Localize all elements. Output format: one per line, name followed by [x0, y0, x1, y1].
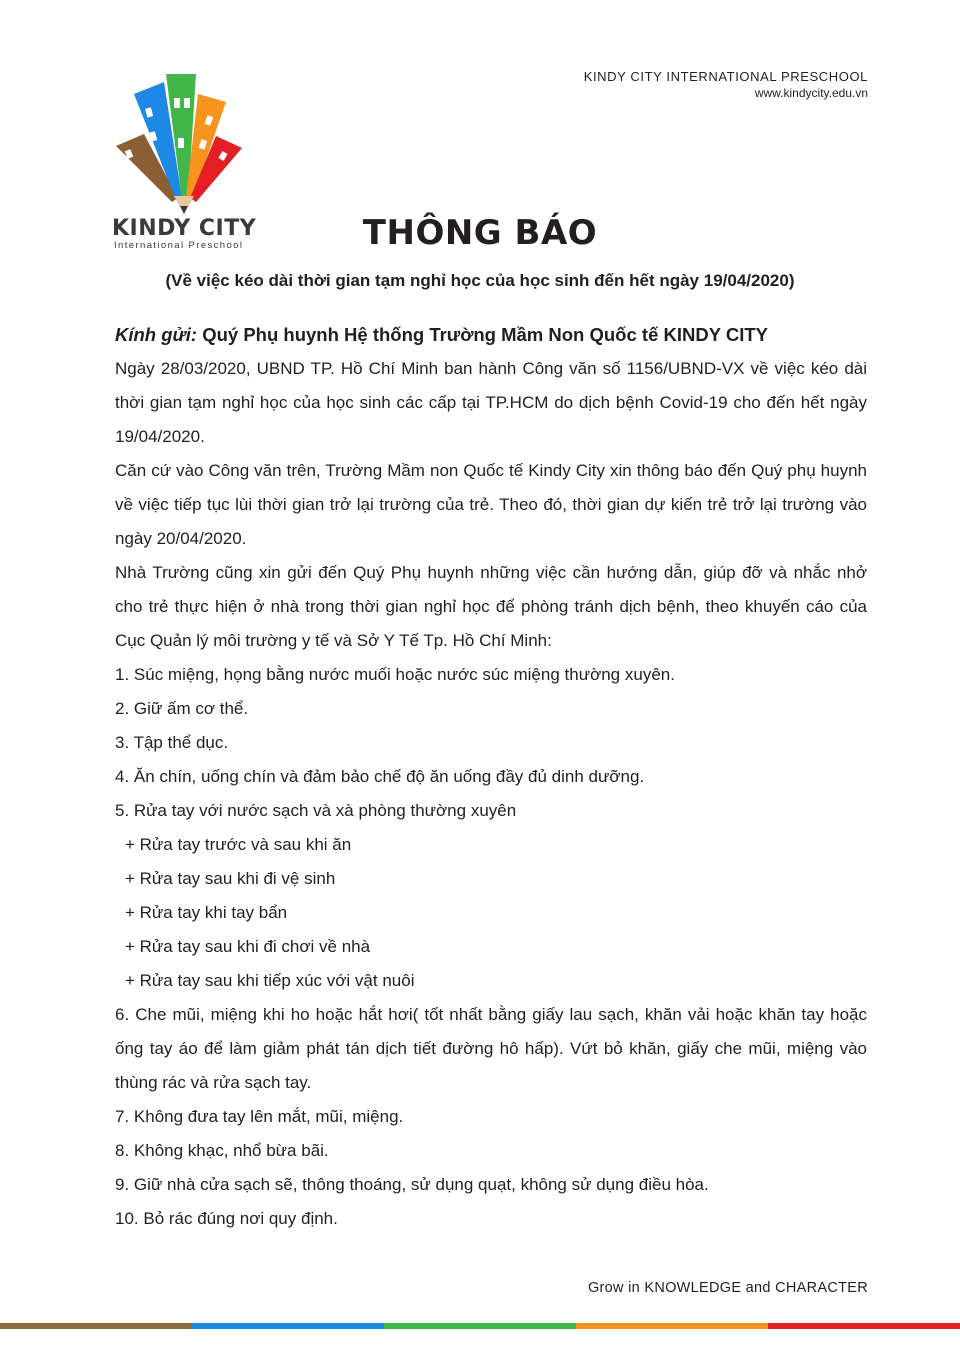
paragraph: Ngày 28/03/2020, UBND TP. Hồ Chí Minh ban hành Công văn số 1156/UBND-VX về việc kéo dài thời gian tạm nghỉ học của học sinh các cấp tại TP.HCM do dịch bệnh Covid-19 cho đến hết ngày 19/04/2020.: [115, 359, 867, 446]
school-website: www.kindycity.edu.vn: [754, 86, 868, 100]
list-item: 9. Giữ nhà cửa sạch sẽ, thông thoáng, sử dụng quạt, không sử dụng điều hòa.: [115, 1175, 709, 1194]
list-item: 10. Bỏ rác đúng nơi quy định.: [115, 1209, 338, 1228]
footer-bar-segment: [384, 1323, 576, 1329]
greeting: [115, 318, 867, 352]
sub-list-item: + Rửa tay sau khi tiếp xúc với vật nuôi: [125, 971, 415, 990]
greeting-lead: Kính gửi:: [115, 324, 198, 345]
sub-list-item: + Rửa tay khi tay bẩn: [125, 903, 288, 922]
school-header: [584, 68, 868, 102]
paragraph: Căn cứ vào Công văn trên, Trường Mầm non Quốc tế Kindy City xin thông báo đến Quý phụ huynh về việc tiếp tục lùi thời gian trở lại trường của trẻ. Theo đó, thời gian dự kiến trẻ trở lại trường vào ngày 20/04/2020.: [115, 461, 867, 548]
logo-pencils-icon: [108, 68, 258, 218]
footer-bar-segment: [192, 1323, 384, 1329]
list-item: 4. Ăn chín, uống chín và đảm bảo chế độ ăn uống đầy đủ dinh dưỡng.: [115, 767, 645, 786]
footer-bar-segment: [0, 1323, 192, 1329]
footer-bar-segment: [768, 1323, 960, 1329]
page-title: THÔNG BÁO: [362, 213, 598, 253]
list-item: 7. Không đưa tay lên mắt, mũi, miệng.: [115, 1107, 404, 1126]
footer-bar-segment: [576, 1323, 768, 1329]
sub-list-item: + Rửa tay sau khi đi chơi về nhà: [125, 937, 371, 956]
list-item: 8. Không khạc, nhổ bừa bãi.: [115, 1141, 329, 1160]
list-item: 2. Giữ ấm cơ thể.: [115, 699, 249, 718]
logo-brand: KINDY CITY: [112, 216, 257, 241]
footer-slogan: Grow in KNOWLEDGE and CHARACTER: [587, 1280, 868, 1296]
footer-color-bar: [0, 1323, 960, 1329]
logo-tagline: International Preschool: [114, 240, 244, 251]
notice-body: [115, 318, 867, 1236]
school-name: KINDY CITY INTERNATIONAL PRESCHOOL: [583, 69, 868, 84]
greeting-recipient: Quý Phụ huynh Hệ thống Trường Mầm Non Quốc tế KINDY CITY: [202, 324, 768, 345]
sub-list-item: + Rửa tay trước và sau khi ăn: [125, 835, 352, 854]
paragraph: Nhà Trường cũng xin gửi đến Quý Phụ huynh những việc cần hướng dẫn, giúp đỡ và nhắc nhở cho trẻ thực hiện ở nhà trong thời gian nghỉ học để phòng tránh dịch bệnh, theo khuyến cáo của Cục Quản lý môi trường y tế và Sở Y Tế Tp. Hồ Chí Minh:: [115, 563, 867, 650]
page-subtitle: (Về việc kéo dài thời gian tạm nghỉ học của học sinh đến hết ngày 19/04/2020): [165, 271, 795, 290]
sub-list-item: + Rửa tay sau khi đi vệ sinh: [125, 869, 336, 888]
list-item: 5. Rửa tay với nước sạch và xà phòng thường xuyên: [115, 801, 517, 820]
list-item: 3. Tập thể dục.: [115, 733, 229, 752]
list-item: 6. Che mũi, miệng khi ho hoặc hắt hơi( tốt nhất bằng giấy lau sạch, khăn vải hoặc khăn tay hoặc ống tay áo để làm giảm phát tán dịch tiết đường hô hấp). Vứt bỏ khăn, giấy che mũi, miệng vào thùng rác và rửa sạch tay.: [115, 1005, 867, 1092]
list-item: 1. Súc miệng, họng bằng nước muối hoặc nước súc miệng thường xuyên.: [115, 665, 675, 684]
